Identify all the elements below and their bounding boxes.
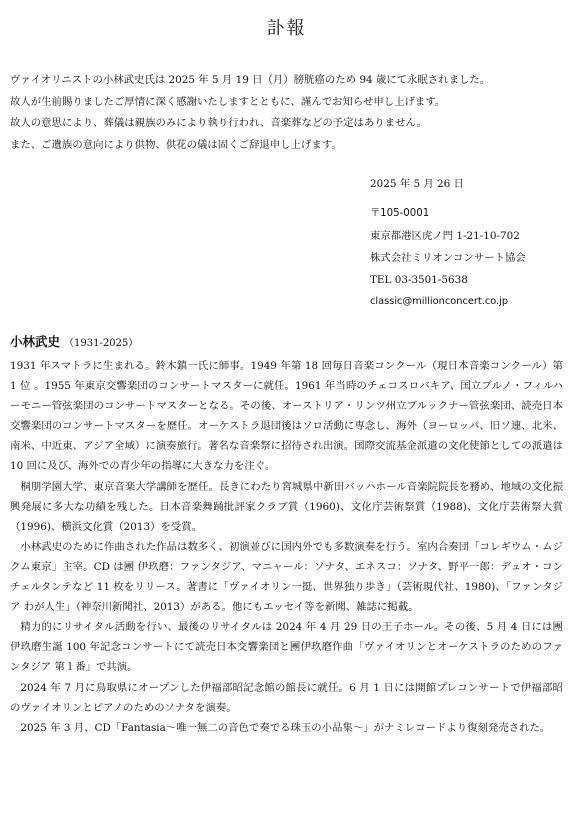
biography-paragraph: 1931 年スマトラに生まれる。鈴木鎮一氏に師事。1949 年第 18 回毎日音楽コンクール（現日本音楽コンクール）第 1 位 。1955 年東京交響楽団のコンサートマスターに就任。1961 年当時のチェコスロバキア、国立ブルノ・フィルハーモニー管弦楽団のコンサートマスターとなる。その後、オーストリア・リンツ州立ブルックナー管弦楽団、読売日本交響楽団のコンサートマスターを歴任。オーケストラ退団後はソロ活動に専念し、海外（ヨーロッパ、旧ソ連、北米、南米、中近東、アジア全域）に演奏旅行。著名な音楽祭に招待され出演。国際交流基金派遣の文化使節としての派遣は 10 回に及び、海外での青少年の指導に大きな力を注ぐ。 (10, 360, 563, 473)
announcement-line: 故人が生前賜りましたご厚情に深く感謝いたしますとともに、謹んでお知らせ申し上げます。 (10, 95, 446, 108)
biography-paragraph: 2025 年 3 月、CD「Fantasia～唯一無二の音色で奏でる珠玉の小品集～」がナミレコードより復刻発売された。 (20, 721, 551, 734)
announcement-date: 2025 年 5 月 26 日 (370, 178, 464, 190)
announcement-line: 故人の意思により、葬儀は親族のみにより執り行われ、音楽葬などの予定はありません。 (10, 117, 427, 129)
announcement-line: ヴァイオリニストの小林武史氏は 2025 年 5 月 19 日（月）膀胱癌のため 94 歳にて永眠されました。 (10, 74, 491, 86)
biography-paragraph: 桐朋学園大学、東京音楽大学講師を歴任。長きにわたり宮城県中新田バッハホール音楽院院長を務め、地域の文化振興発展に多大な功績を残した。日本音楽舞踊批評家クラブ賞（1960)、文化庁芸術祭賞（1988)、文化庁芸術祭大賞（1996)、横浜文化賞（2013）を受賞。 (10, 480, 563, 533)
biography-paragraph: 2024 年 7 月に鳥取県にオープンした伊福部昭記念館の館長に就任。6 月 1 日には開館プレコンサートで伊福部昭のヴァイオリンとピアノのためのソナタを演奏。 (10, 681, 563, 714)
announcement-text (10, 70, 566, 156)
sender-tel: TEL 03-3501-5638 (370, 274, 468, 286)
page-title: 訃報 (266, 18, 307, 39)
biography-paragraph: 精力的にリサイタル活動を行い、最後のリサイタルは 2024 年 4 月 29 日の王子ホール。その後、5 月 4 日には團伊玖磨生誕 100 年記念コンサートにて読売日本交響楽団と團伊玖磨作曲「ヴァイオリンとオーケストラのためのファンタジア 第１番」で共演。 (10, 621, 563, 674)
biography-paragraph: 小林武史のために作曲された作品は数多く、初演並びに国内外でも多数演奏を行う。室内合奏団「コレギウム・ムジクム東京」主宰。CD は團 伊玖磨：ファンタジア、マニャール：ソナタ、エネスコ：ソナタ、野平一郎：デュオ・コンチェルタンテなど 11 枚をリリース。著書に「ヴァイオリン一挺、世界独り歩き」（芸術現代社、1980)、「ファンタジア わが人生」（神奈川新聞社、2013）がある。他にもエッセイ等を新聞、雑誌に掲載。 (10, 540, 563, 614)
sender-email: classic@millionconcert.co.jp (370, 296, 509, 307)
biography-text (10, 356, 563, 738)
announcement-line: また、ご遺族の意向により供物、供花の儀は固くご辞退申し上げます。 (10, 138, 342, 151)
biography-heading (10, 332, 566, 350)
sender-company: 株式会社ミリオンコンサート協会 (370, 252, 526, 264)
sender-block (370, 176, 570, 316)
sender-address: 東京都港区虎ノ門 1-21-10-702 (370, 230, 520, 242)
postal-code: 〒105-0001 (370, 208, 430, 219)
biography-name: 小林武史 (10, 334, 61, 349)
biography-years: （1931-2025） (64, 338, 139, 349)
